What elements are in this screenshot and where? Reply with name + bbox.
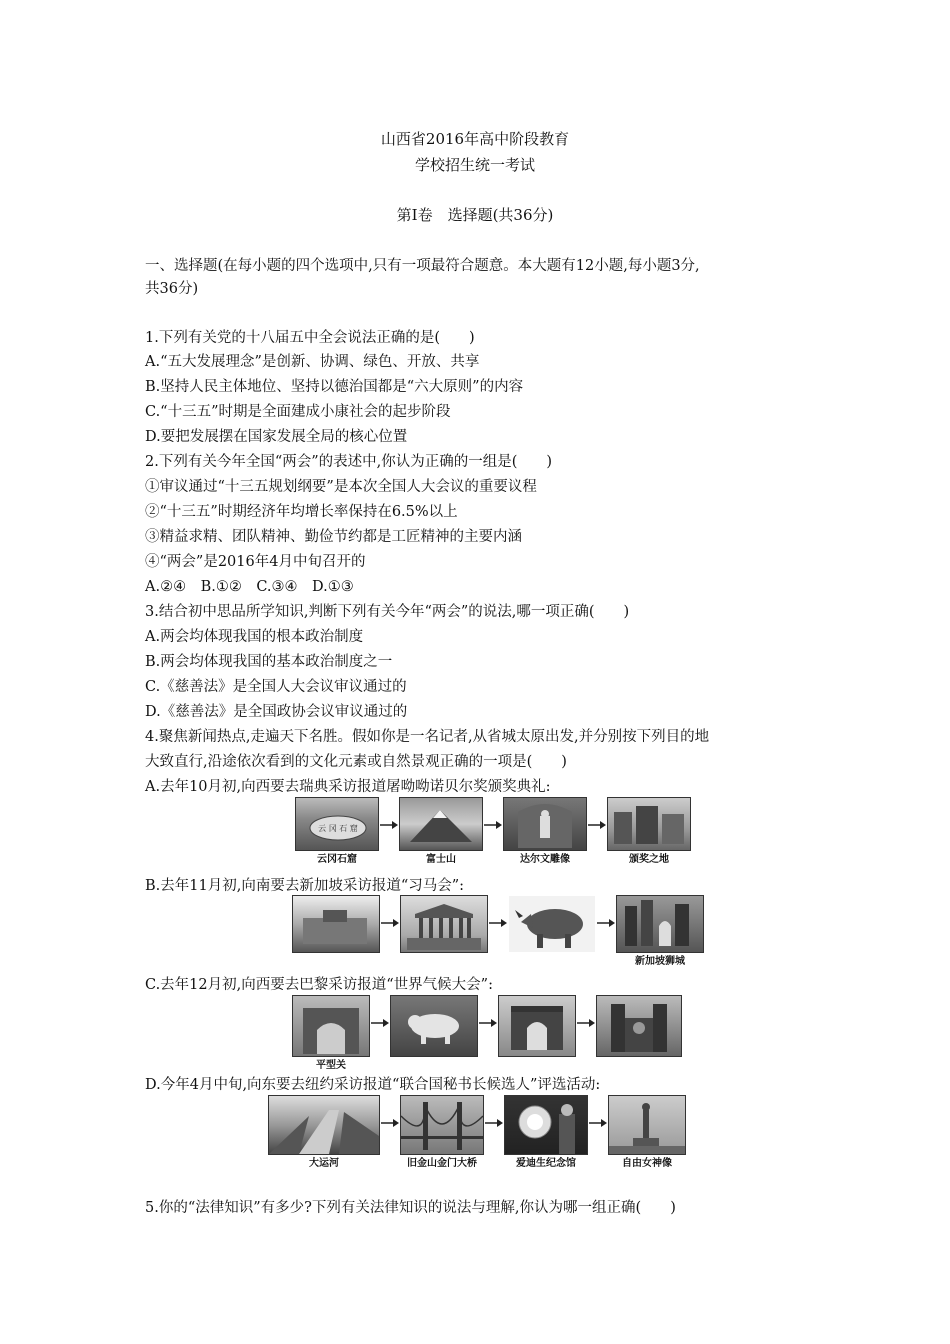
q4-c-photo-4 bbox=[596, 995, 682, 1072]
q1-option-a: A.“五大发展理念”是创新、协调、绿色、开放、共享 bbox=[145, 354, 480, 370]
q4-a-photo-2 bbox=[399, 797, 483, 866]
exam-title-line1: 山西省2016年高中阶段教育 bbox=[380, 130, 570, 148]
q4-d-photo-3 bbox=[504, 1095, 588, 1170]
q4-a-caption-3: 达尔文雕像 bbox=[520, 854, 570, 865]
q4-b-photo-2 bbox=[400, 895, 488, 968]
arrow-right-icon bbox=[588, 1095, 608, 1151]
q2-statement-1: ①审议通过“十三五规划纲要”是本次全国人大会议的重要议程 bbox=[145, 479, 537, 495]
arrow-right-icon bbox=[484, 1095, 504, 1151]
instructions-line1: 一、选择题(在每小题的四个选项中,只有一项最符合题意。本大题有12小题,每小题3分, bbox=[145, 258, 700, 274]
q4-b-photo-3 bbox=[508, 895, 596, 968]
q4-a-photo-1 bbox=[295, 797, 379, 866]
q4-d-photo-2 bbox=[400, 1095, 484, 1170]
q1-option-d: D.要把发展摆在国家发展全局的核心位置 bbox=[145, 429, 408, 445]
instructions-line2: 共36分) bbox=[145, 281, 199, 297]
arrow-right-icon bbox=[483, 797, 503, 853]
q4-option-b: B.去年11月初,向南要去新加坡采访报道“习马会”: bbox=[145, 878, 465, 894]
q4-b-image-strip bbox=[292, 895, 704, 968]
q4-a-photo-3 bbox=[503, 797, 587, 866]
q2-stem: 2.下列有关今年全国“两会”的表述中,你认为正确的一组是( ) bbox=[145, 454, 553, 470]
arrow-right-icon bbox=[587, 797, 607, 853]
q1-stem: 1.下列有关党的十八届五中全会说法正确的是( ) bbox=[145, 330, 475, 346]
q3-option-b: B.两会均体现我国的基本政治制度之一 bbox=[145, 654, 393, 670]
q4-stem-line1: 4.聚焦新闻热点,走遍天下名胜。假如你是一名记者,从省城太原出发,并分别按下列目的地 bbox=[145, 729, 710, 745]
q3-stem: 3.结合初中思品所学知识,判断下列有关今年“两会”的说法,哪一项正确( ) bbox=[145, 604, 630, 620]
q4-c-caption-1: 平型关 bbox=[316, 1060, 346, 1071]
q4-d-caption-2: 旧金山金门大桥 bbox=[407, 1158, 477, 1169]
q2-statement-3: ③精益求精、团队精神、勤俭节约都是工匠精神的主要内涵 bbox=[145, 529, 522, 545]
q4-c-photo-1 bbox=[292, 995, 370, 1072]
q4-c-photo-3 bbox=[498, 995, 576, 1072]
q3-option-c: C.《慈善法》是全国人大会议审议通过的 bbox=[145, 679, 407, 695]
arrow-right-icon bbox=[488, 895, 508, 951]
q4-option-d: D.今年4月中旬,向东要去纽约采访报道“联合国秘书长候选人”评选活动: bbox=[145, 1077, 601, 1093]
q4-b-photo-4 bbox=[616, 895, 704, 968]
q4-d-caption-3: 爱迪生纪念馆 bbox=[516, 1158, 576, 1169]
q4-d-photo-1 bbox=[268, 1095, 380, 1170]
q4-a-photo-4 bbox=[607, 797, 691, 866]
q4-a-caption-4: 颁奖之地 bbox=[629, 854, 669, 865]
q5-stem: 5.你的“法律知识”有多少?下列有关法律知识的说法与理解,你认为哪一组正确( ) bbox=[145, 1200, 676, 1216]
q4-b-caption-4: 新加坡狮城 bbox=[635, 956, 685, 967]
q4-a-image-strip bbox=[295, 797, 691, 866]
q4-b-photo-1 bbox=[292, 895, 380, 968]
arrow-right-icon bbox=[380, 1095, 400, 1151]
q3-option-a: A.两会均体现我国的根本政治制度 bbox=[145, 629, 364, 645]
svg-text:云 冈 石 窟: 云 冈 石 窟 bbox=[318, 824, 358, 833]
arrow-right-icon bbox=[370, 995, 390, 1051]
arrow-right-icon bbox=[379, 797, 399, 853]
q4-stem-line2: 大致直行,沿途依次看到的文化元素或自然景观正确的一项是( ) bbox=[145, 754, 567, 770]
q4-d-photo-4 bbox=[608, 1095, 686, 1170]
q4-option-a: A.去年10月初,向西要去瑞典采访报道屠呦呦诺贝尔奖颁奖典礼: bbox=[145, 779, 551, 795]
q1-option-b: B.坚持人民主体地位、坚持以德治国都是“六大原则”的内容 bbox=[145, 379, 524, 395]
q4-d-caption-4: 自由女神像 bbox=[622, 1158, 672, 1169]
q4-a-caption-2: 富士山 bbox=[426, 854, 456, 865]
q2-statement-4: ④“两会”是2016年4月中旬召开的 bbox=[145, 554, 366, 570]
q2-statement-2: ②“十三五”时期经济年均增长率保持在6.5%以上 bbox=[145, 504, 458, 520]
q4-option-c: C.去年12月初,向西要去巴黎采访报道“世界气候大会”: bbox=[145, 977, 493, 993]
q4-d-image-strip bbox=[268, 1095, 686, 1170]
arrow-right-icon bbox=[596, 895, 616, 951]
q4-a-caption-1: 云冈石窟 bbox=[317, 854, 357, 865]
q4-c-image-strip bbox=[292, 995, 682, 1072]
exam-title-line2: 学校招生统一考试 bbox=[414, 156, 535, 174]
arrow-right-icon bbox=[478, 995, 498, 1051]
arrow-right-icon bbox=[380, 895, 400, 951]
q4-d-caption-1: 大运河 bbox=[309, 1158, 339, 1169]
q4-c-photo-2 bbox=[390, 995, 478, 1072]
q3-option-d: D.《慈善法》是全国政协会议审议通过的 bbox=[145, 704, 408, 720]
arrow-right-icon bbox=[576, 995, 596, 1051]
q1-option-c: C.“十三五”时期是全面建成小康社会的起步阶段 bbox=[145, 404, 451, 420]
q2-options: A.②④ B.①② C.③④ D.①③ bbox=[145, 579, 354, 595]
section-title: 第Ⅰ卷 选择题(共36分) bbox=[396, 206, 554, 224]
